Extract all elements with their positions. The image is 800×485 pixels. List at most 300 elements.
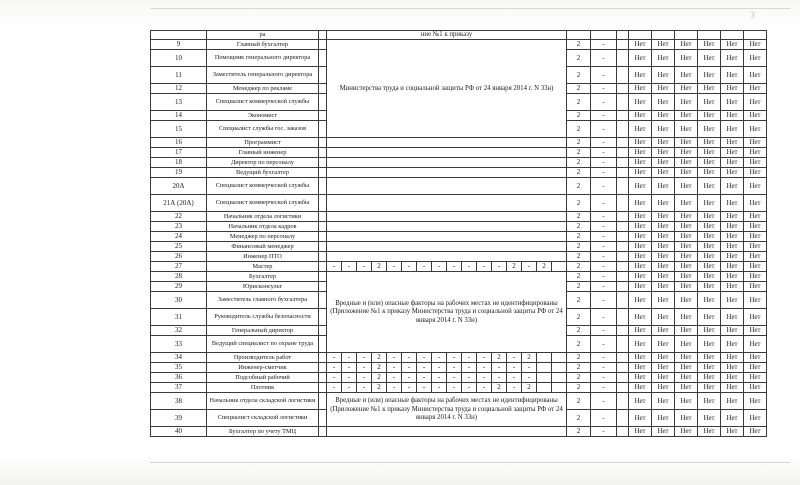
spacer-cell <box>617 158 629 168</box>
result-value: Нет <box>698 242 721 252</box>
class-value: 2 <box>567 427 591 437</box>
class-value: 2 <box>567 178 591 195</box>
result-value: Нет <box>652 168 675 178</box>
result-value: Нет <box>652 309 675 326</box>
result-value: Нет <box>675 168 698 178</box>
result-value: Нет <box>698 222 721 232</box>
position-name: Заместитель генерального директора <box>207 67 319 84</box>
factor-value: - <box>342 383 357 393</box>
result-value: Нет <box>721 222 744 232</box>
subclass-value: - <box>591 178 617 195</box>
result-value: Нет <box>652 178 675 195</box>
factor-value: - <box>492 262 507 272</box>
result-value: Нет <box>698 262 721 272</box>
subclass-value: - <box>591 242 617 252</box>
result-value: Нет <box>675 326 698 336</box>
class-value: 2 <box>567 148 591 158</box>
factor-value: 2 <box>507 262 522 272</box>
result-value: Нет <box>721 84 744 94</box>
result-value: Нет <box>744 138 767 148</box>
row-number: 21А (20А) <box>151 195 207 212</box>
factor-value: 2 <box>492 383 507 393</box>
header-blank <box>629 31 652 40</box>
row-number: 14 <box>151 111 207 121</box>
result-value: Нет <box>744 222 767 232</box>
factor-value: - <box>492 363 507 373</box>
subclass-value: - <box>591 121 617 138</box>
factor-value: - <box>357 353 372 363</box>
result-value: Нет <box>652 393 675 410</box>
factor-value: - <box>342 373 357 383</box>
result-value: Нет <box>652 84 675 94</box>
result-value: Нет <box>652 363 675 373</box>
spacer-cell <box>319 309 327 326</box>
factor-value: - <box>462 363 477 373</box>
class-value: 2 <box>567 272 591 282</box>
result-value: Нет <box>675 262 698 272</box>
result-value: Нет <box>744 336 767 353</box>
spacer-cell <box>617 84 629 94</box>
spacer-cell <box>617 427 629 437</box>
position-name: Плотник <box>207 383 319 393</box>
subclass-value: - <box>591 373 617 383</box>
class-value: 2 <box>567 232 591 242</box>
result-value: Нет <box>652 373 675 383</box>
class-value: 2 <box>567 94 591 111</box>
result-value: Нет <box>721 40 744 50</box>
result-value: Нет <box>721 262 744 272</box>
class-value: 2 <box>567 353 591 363</box>
factor-value: - <box>507 383 522 393</box>
position-name: Директор по персоналу <box>207 158 319 168</box>
factor-value: - <box>327 383 342 393</box>
result-value: Нет <box>698 111 721 121</box>
spacer-cell <box>617 272 629 282</box>
result-value: Нет <box>721 195 744 212</box>
result-value: Нет <box>652 212 675 222</box>
result-value: Нет <box>698 232 721 242</box>
result-value: Нет <box>698 326 721 336</box>
spacer-cell <box>617 282 629 292</box>
factor-empty <box>327 178 567 195</box>
position-name: Подсобный рабочий <box>207 373 319 383</box>
factor-value: - <box>432 383 447 393</box>
table-row <box>151 232 767 242</box>
class-value: 2 <box>567 410 591 427</box>
row-number: 19 <box>151 168 207 178</box>
row-number: 36 <box>151 373 207 383</box>
factor-value: - <box>357 262 372 272</box>
row-number: 22 <box>151 212 207 222</box>
result-value: Нет <box>744 393 767 410</box>
result-value: Нет <box>721 336 744 353</box>
result-value: Нет <box>698 121 721 138</box>
result-value: Нет <box>675 50 698 67</box>
result-value: Нет <box>744 158 767 168</box>
factor-value: - <box>462 383 477 393</box>
factor-value <box>537 383 552 393</box>
result-value: Нет <box>744 168 767 178</box>
spacer-cell <box>319 292 327 309</box>
table-header-row <box>151 31 767 40</box>
result-value: Нет <box>721 383 744 393</box>
result-value: Нет <box>744 178 767 195</box>
class-value: 2 <box>567 168 591 178</box>
spacer-cell <box>319 232 327 242</box>
position-name: Начальник отдела кадров <box>207 222 319 232</box>
result-value: Нет <box>629 94 652 111</box>
spacer-cell <box>617 232 629 242</box>
factor-value <box>552 363 567 373</box>
spacer-cell <box>319 326 327 336</box>
factor-value: - <box>447 262 462 272</box>
header-blank <box>721 31 744 40</box>
factor-value: - <box>357 383 372 393</box>
table-row <box>151 168 767 178</box>
factor-value: 2 <box>522 383 537 393</box>
class-value: 2 <box>567 121 591 138</box>
class-value: 2 <box>567 212 591 222</box>
result-value: Нет <box>744 363 767 373</box>
factor-empty <box>327 427 567 437</box>
result-value: Нет <box>698 252 721 262</box>
page-number: 3 <box>750 10 755 20</box>
class-value: 2 <box>567 363 591 373</box>
position-name: Мастер <box>207 262 319 272</box>
factor-value: - <box>327 262 342 272</box>
result-value: Нет <box>629 232 652 242</box>
position-name: Генеральный директор <box>207 326 319 336</box>
factor-empty <box>327 232 567 242</box>
factor-value: - <box>447 383 462 393</box>
factor-value: - <box>402 383 417 393</box>
result-value: Нет <box>629 195 652 212</box>
factor-value: - <box>477 262 492 272</box>
spacer-cell <box>319 222 327 232</box>
factor-value: 2 <box>372 353 387 363</box>
position-name: Финансовый менеджер <box>207 242 319 252</box>
result-value: Нет <box>721 148 744 158</box>
factor-value: - <box>432 363 447 373</box>
result-value: Нет <box>652 336 675 353</box>
row-number: 39 <box>151 410 207 427</box>
factor-value <box>552 262 567 272</box>
position-name: Ведущий специалист по охране труда <box>207 336 319 353</box>
spacer-cell <box>319 168 327 178</box>
result-value: Нет <box>675 148 698 158</box>
spacer-cell <box>319 178 327 195</box>
factor-value: - <box>492 373 507 383</box>
result-value: Нет <box>721 326 744 336</box>
header-blank <box>652 31 675 40</box>
result-value: Нет <box>721 138 744 148</box>
spacer-cell <box>617 262 629 272</box>
result-value: Нет <box>675 67 698 84</box>
factor-value: 2 <box>372 363 387 373</box>
result-value: Нет <box>652 252 675 262</box>
result-value: Нет <box>721 67 744 84</box>
spacer-cell <box>617 138 629 148</box>
result-value: Нет <box>629 121 652 138</box>
result-value: Нет <box>629 336 652 353</box>
result-value: Нет <box>675 363 698 373</box>
row-number: 17 <box>151 148 207 158</box>
spacer-cell <box>319 272 327 282</box>
result-value: Нет <box>744 40 767 50</box>
spacer-cell <box>319 138 327 148</box>
spacer-cell <box>617 336 629 353</box>
spacer-cell <box>319 242 327 252</box>
result-value: Нет <box>629 148 652 158</box>
position-name: Юрисконсульт <box>207 282 319 292</box>
result-value: Нет <box>675 222 698 232</box>
spacer-cell <box>319 363 327 373</box>
result-value: Нет <box>675 309 698 326</box>
factor-value: - <box>327 353 342 363</box>
factor-value: 2 <box>372 262 387 272</box>
factor-value <box>537 363 552 373</box>
result-value: Нет <box>675 282 698 292</box>
result-value: Нет <box>698 40 721 50</box>
result-value: Нет <box>652 410 675 427</box>
result-value: Нет <box>721 292 744 309</box>
factor-value: - <box>522 363 537 373</box>
factor-empty <box>327 158 567 168</box>
result-value: Нет <box>652 282 675 292</box>
row-number: 33 <box>151 336 207 353</box>
table-row <box>151 363 767 373</box>
factor-value: 2 <box>372 373 387 383</box>
header-blank <box>567 31 591 40</box>
result-value: Нет <box>721 242 744 252</box>
class-value: 2 <box>567 282 591 292</box>
factor-value: - <box>462 262 477 272</box>
factor-value: - <box>387 262 402 272</box>
position-name: Специалист складской логистики <box>207 410 319 427</box>
result-value: Нет <box>629 353 652 363</box>
class-value: 2 <box>567 309 591 326</box>
result-value: Нет <box>744 232 767 242</box>
table-row <box>151 373 767 383</box>
class-value: 2 <box>567 326 591 336</box>
result-value: Нет <box>629 212 652 222</box>
factor-value: - <box>447 353 462 363</box>
row-number: 23 <box>151 222 207 232</box>
factor-value: - <box>507 363 522 373</box>
header-note: ние №1 к приказу <box>327 31 567 40</box>
subclass-value: - <box>591 383 617 393</box>
factor-value: - <box>342 363 357 373</box>
result-value: Нет <box>675 232 698 242</box>
factor-value: 2 <box>492 353 507 363</box>
result-value: Нет <box>675 336 698 353</box>
result-value: Нет <box>698 393 721 410</box>
row-number: 11 <box>151 67 207 84</box>
result-value: Нет <box>721 232 744 242</box>
class-value: 2 <box>567 292 591 309</box>
result-value: Нет <box>698 67 721 84</box>
factor-value: - <box>477 363 492 373</box>
result-value: Нет <box>744 427 767 437</box>
factor-value: - <box>417 353 432 363</box>
position-name: Производитель работ <box>207 353 319 363</box>
result-value: Нет <box>675 121 698 138</box>
spacer-cell <box>617 363 629 373</box>
header-blank <box>675 31 698 40</box>
factor-value <box>552 353 567 363</box>
spacer-cell <box>617 383 629 393</box>
factor-value <box>537 373 552 383</box>
result-value: Нет <box>629 309 652 326</box>
result-value: Нет <box>675 242 698 252</box>
subclass-value: - <box>591 336 617 353</box>
result-value: Нет <box>721 158 744 168</box>
result-value: Нет <box>629 272 652 282</box>
result-value: Нет <box>652 40 675 50</box>
row-number: 30 <box>151 292 207 309</box>
subclass-value: - <box>591 67 617 84</box>
spacer-cell <box>617 67 629 84</box>
result-value: Нет <box>744 353 767 363</box>
result-value: Нет <box>629 373 652 383</box>
spacer-cell <box>319 158 327 168</box>
result-value: Нет <box>721 363 744 373</box>
position-name: Инженер-сметчик <box>207 363 319 373</box>
result-value: Нет <box>675 111 698 121</box>
result-value: Нет <box>675 272 698 282</box>
subclass-value: - <box>591 222 617 232</box>
class-value: 2 <box>567 40 591 50</box>
spacer-cell <box>319 84 327 94</box>
result-value: Нет <box>675 373 698 383</box>
position-name: Экономист <box>207 111 319 121</box>
factor-value: - <box>342 262 357 272</box>
result-value: Нет <box>744 373 767 383</box>
result-value: Нет <box>652 292 675 309</box>
factor-value: - <box>432 262 447 272</box>
factor-value: - <box>327 373 342 383</box>
spacer-cell <box>319 373 327 383</box>
row-number: 28 <box>151 272 207 282</box>
class-value: 2 <box>567 393 591 410</box>
factor-value: - <box>507 373 522 383</box>
row-number: 32 <box>151 326 207 336</box>
result-value: Нет <box>698 282 721 292</box>
result-value: Нет <box>698 292 721 309</box>
result-value: Нет <box>629 222 652 232</box>
result-value: Нет <box>721 353 744 363</box>
factor-empty <box>327 148 567 158</box>
spacer-cell <box>617 168 629 178</box>
factor-value: - <box>327 363 342 373</box>
result-value: Нет <box>698 383 721 393</box>
result-value: Нет <box>629 178 652 195</box>
result-value: Нет <box>721 272 744 282</box>
subclass-value: - <box>591 138 617 148</box>
result-value: Нет <box>652 111 675 121</box>
factor-empty <box>327 168 567 178</box>
spacer-cell <box>319 94 327 111</box>
factor-value: - <box>342 353 357 363</box>
spacer-cell <box>617 40 629 50</box>
class-value: 2 <box>567 242 591 252</box>
subclass-value: - <box>591 309 617 326</box>
result-value: Нет <box>698 168 721 178</box>
spacer-cell <box>319 67 327 84</box>
row-number: 20А <box>151 178 207 195</box>
result-value: Нет <box>629 50 652 67</box>
class-value: 2 <box>567 262 591 272</box>
result-value: Нет <box>744 148 767 158</box>
spacer-cell <box>617 410 629 427</box>
result-value: Нет <box>629 393 652 410</box>
row-number: 35 <box>151 363 207 373</box>
result-value: Нет <box>629 158 652 168</box>
class-value: 2 <box>567 252 591 262</box>
class-value: 2 <box>567 138 591 148</box>
subclass-value: - <box>591 252 617 262</box>
result-value: Нет <box>698 50 721 67</box>
result-value: Нет <box>698 148 721 158</box>
result-value: Нет <box>698 138 721 148</box>
subclass-value: - <box>591 168 617 178</box>
spacer-cell <box>319 262 327 272</box>
position-name: Специалист коммерческой службы <box>207 94 319 111</box>
spacer-cell <box>617 292 629 309</box>
spacer-cell <box>319 111 327 121</box>
result-value: Нет <box>744 272 767 282</box>
factor-value: - <box>387 373 402 383</box>
result-value: Нет <box>629 242 652 252</box>
position-name: Начальник отдела логистики <box>207 212 319 222</box>
row-number: 26 <box>151 252 207 262</box>
class-value: 2 <box>567 373 591 383</box>
subclass-value: - <box>591 158 617 168</box>
result-value: Нет <box>744 262 767 272</box>
table-row <box>151 158 767 168</box>
spacer-cell <box>617 373 629 383</box>
spacer-cell <box>319 252 327 262</box>
result-value: Нет <box>744 212 767 222</box>
spacer-cell <box>617 309 629 326</box>
position-name: Бухгалтер по учету ТМЦ <box>207 427 319 437</box>
factor-value: - <box>447 373 462 383</box>
table-row <box>151 242 767 252</box>
result-value: Нет <box>698 336 721 353</box>
spacer-cell <box>617 242 629 252</box>
result-value: Нет <box>721 94 744 111</box>
row-number: 38 <box>151 393 207 410</box>
result-value: Нет <box>721 50 744 67</box>
result-value: Нет <box>698 309 721 326</box>
result-value: Нет <box>675 393 698 410</box>
factor-value: - <box>402 353 417 363</box>
subclass-value: - <box>591 148 617 158</box>
header-blank <box>617 31 629 40</box>
factor-value: - <box>522 262 537 272</box>
factor-value: - <box>402 373 417 383</box>
factor-empty <box>327 252 567 262</box>
result-value: Нет <box>675 427 698 437</box>
result-value: Нет <box>675 138 698 148</box>
subclass-value: - <box>591 427 617 437</box>
subclass-value: - <box>591 282 617 292</box>
spacer-cell <box>319 212 327 222</box>
result-value: Нет <box>721 178 744 195</box>
row-number: 40 <box>151 427 207 437</box>
result-value: Нет <box>698 353 721 363</box>
staff-table <box>150 30 767 437</box>
